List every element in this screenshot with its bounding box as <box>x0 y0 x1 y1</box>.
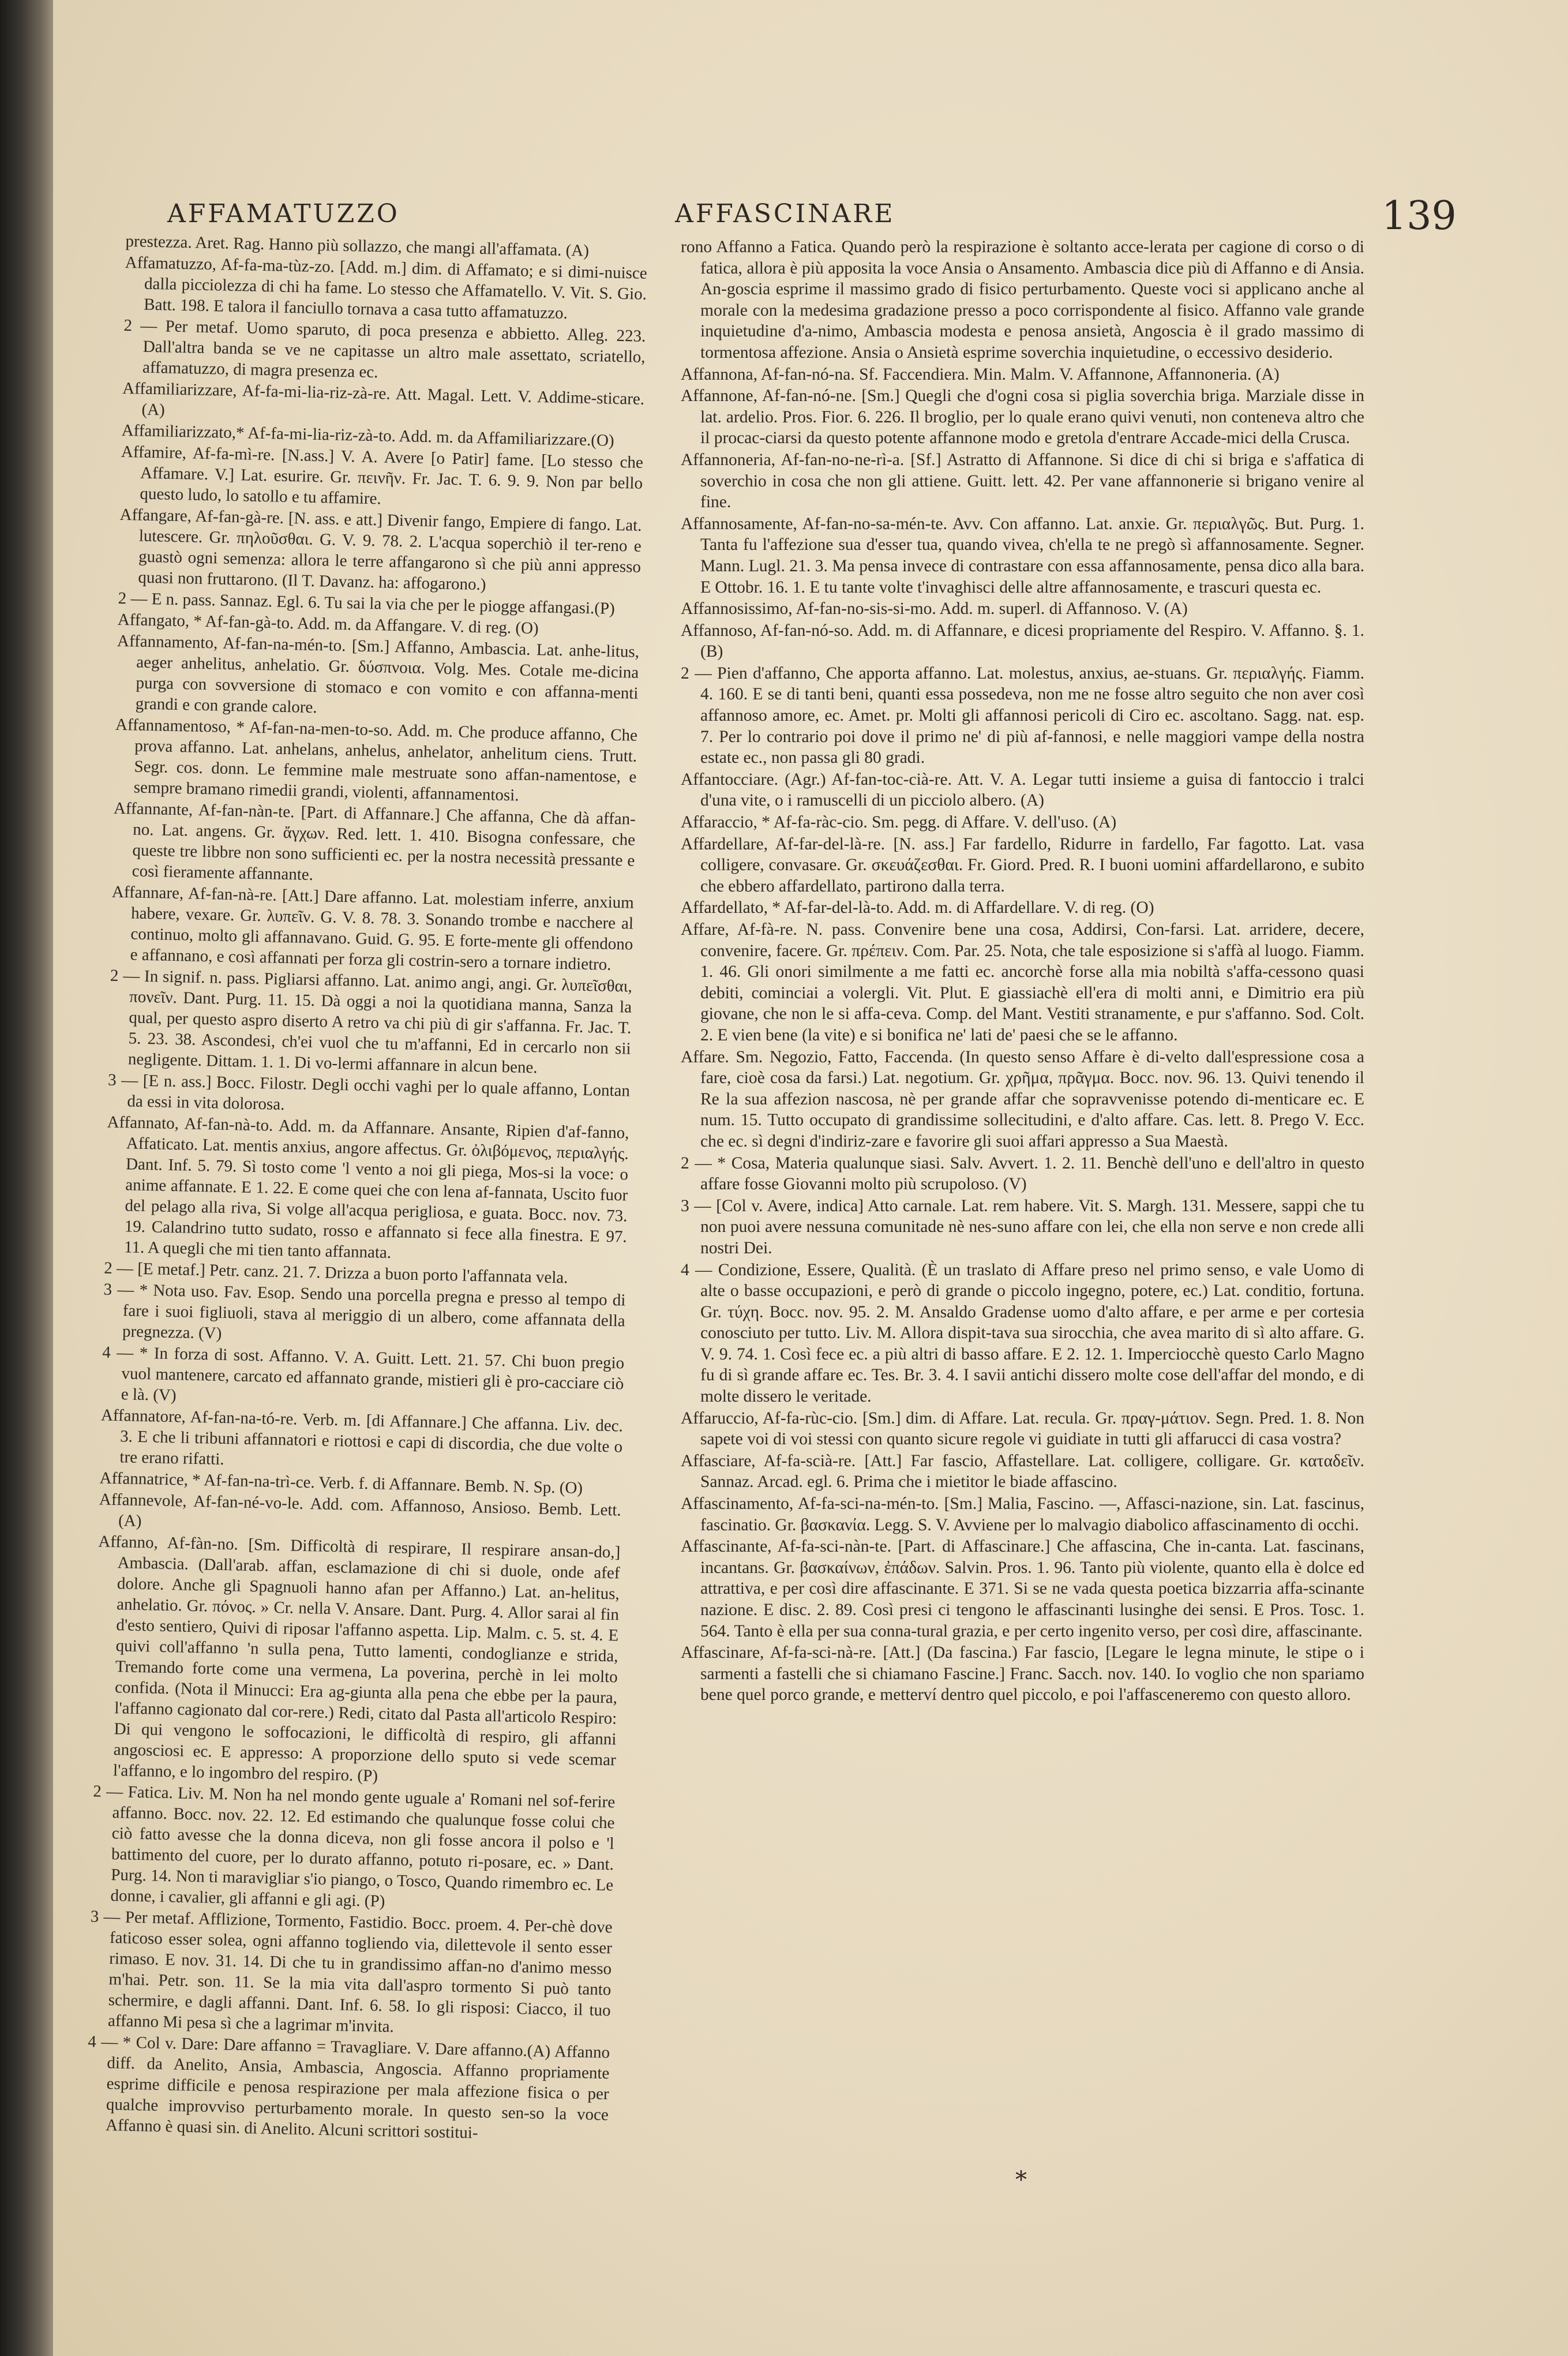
dictionary-entry: Affantocciare. (Agr.) Af-fan-toc-cià-re. Att. V. A. Legar tutti insieme a guisa di fantoccio i tralci d'una vite, o i ramuscelli di un picciolo albero. (A) <box>681 770 1364 810</box>
dictionary-entry: Affannato, Af-fan-nà-to. Add. m. da Affannare. Ansante, Ripien d'af-fanno, Affaticato. Lat. mentis anxius, angore affectus. Gr. ὀλιβόμενος, περιαλγής. Dant. Inf. 5. 79. Sì tosto come 'l vento a noi gli piega, Mos-si la voce: o anime affannate. E 1. 22. E come quei che con lena af-fannata, Uscito fuor del pelago alla riva, Si volge all'acqua perigliosa, e guata. Bocc. nov. 73. 19. Calandrino tutto sudato, rosso e affannato si fece alla finestra. E 97. 11. A quegli che mi tien tanto affannata. <box>107 1113 629 1263</box>
dictionary-entry: 3 — Per metaf. Afflizione, Tormento, Fastidio. Bocc. proem. 4. Per-chè dove faticoso esser solea, ogni affanno togliendo via, dilettevole il sento esser rimaso. E nov. 31. 14. Di che tu in grandissimo affan-no d'animo messo m'hai. Petr. son. 11. Se la mia vita dall'aspro tormento Si può tanto schermire, e dagli affanni. Dant. Inf. 6. 58. Io gli risposi: Ciacco, il tuo affanno Mi pesa sì che a lagrimar m'invita. <box>90 1907 613 2036</box>
dictionary-entry: 4 — * Col v. Dare: Dare affanno = Travagliare. V. Dare affanno.(A) Affanno diff. da Anelito, Ansia, Ambascia, Angoscia. Affanno propriamente esprime difficile e penosa respirazione per mala affezione fisica o per qualche improvviso perturbamento morale. In questo sen-so la voce Affanno è quasi sin. di Anelito. Alcuni scrittori sostitui- <box>87 2032 610 2143</box>
dictionary-entry: Affannamento, Af-fan-na-mén-to. [Sm.] Affanno, Ambascia. Lat. anhe-litus, aeger anhelitus, anhelatio. Gr. δύσπνοια. Volg. Mes. Cotale me-dicina purga con sovversione di stomaco e con vomito e con affanna-menti grandi e con grande calore. <box>117 631 640 717</box>
dictionary-entry: Affamire, Af-fa-mì-re. [N.ass.] V. A. Avere [o Patir] fame. [Lo stesso che Affamare. V.] Lat. esurire. Gr. πεινῆν. Fr. Jac. T. 6. 9. 9. Non par bello questo ludo, lo satollo e tu affamire. <box>121 442 644 508</box>
dictionary-entry: Affare, Af-fà-re. N. pass. Convenire bene una cosa, Addirsi, Con-farsi. Lat. arridere, decere, convenire, facere. Gr. πρέπειν. Com. Par. 25. Nota, che tale esposizione si s'affà al luogo. Fiamm. 1. 46. Gli onori similmente a me fatti ec. ancorchè forse alla mia nobiltà s'affa-cessono quasi debiti, cominciai a volergli. Vit. Plut. E giassiachè ell'era di molti anni, e Dimitrio era più giovane, che non le si affa-ceva. Comp. del Mant. Vestiti stranamente, e pur s'affanno. Sod. Colt. 2. E vien bene (la vite) e si bonifica ne' lati de' paesi che se le affanno. <box>681 920 1364 1044</box>
right-text-column <box>681 237 1364 1706</box>
dictionary-entry: Affascinante, Af-fa-sci-nàn-te. [Part. di Affascinare.] Che affascina, Che in-canta. Lat. fascinans, incantans. Gr. βασκαίνων, ἐπάδων. Salvin. Pros. 1. 96. Tanto più violente, quanto ella è dolce ed attrattiva, e per così dire affascinante. E 371. Si se ne vada questa poetica bizzarria affa-scinante nazione. E disc. 2. 89. Così presi ci tengono le affascinanti lusinghe dei sensi. E Pros. Tosc. 1. 564. Tanto è ella per sua conna-tural grazia, e per certo ingenito verso, per così dire, affascinante. <box>681 1537 1364 1640</box>
dictionary-entry: Affannone, Af-fan-nó-ne. [Sm.] Quegli che d'ogni cosa si piglia soverchia briga. Marziale disse in lat. ardelio. Pros. Fior. 6. 226. Il broglio, per lo quale erano quivi venuti, non conteneva altro che il procac-ciarsi da questo potente affannone modo e gretola d'entrare Accade-mici della Crusca. <box>681 387 1364 448</box>
dictionary-entry: Affardellare, Af-far-del-là-re. [N. ass.] Far fardello, Ridurre in fardello, Far fagotto. Lat. vasa colligere, convasare. Gr. σκευάζεσθαι. Fr. Giord. Pred. R. I buoni uomini affardellarono, e subito che ebbero affardellato, partirono dalla terra. <box>681 834 1364 896</box>
dictionary-entry: 2 — Per metaf. Uomo sparuto, di poca presenza e abbietto. Alleg. 223. Dall'altra banda se ve ne capitasse un altro male assettato, scriatello, affamatuzzo, di magra presenza ec. <box>123 316 646 382</box>
left-running-head: AFFAMATUZZO <box>167 199 400 229</box>
dictionary-entry: rono Affanno a Fatica. Quando però la respirazione è soltanto acce-lerata per cagione di corso o di fatica, allora è più apposita la voce Ansia o Ansamento. Ambascia dice più di Affanno e di Ansia. An-goscia esprime il massimo grado di fisico perturbamento. Queste voci si applicano anche al morale con la medesima gradazione presso a poco corrispondente al fisico. Affanno vale grande inquietudine d'a-nimo, Ambascia modesta e penosa ansietà, Angoscia è il grado massimo di tormentosa affezione. Ansia o Ansietà esprime soverchia inquietudine, o eccessivo desiderio. <box>681 238 1364 362</box>
dictionary-entry: Affannona, Af-fan-nó-na. Sf. Faccendiera. Min. Malm. V. Affannone, Affannoneria. (A) <box>681 365 1280 384</box>
end-asterisk: * <box>1015 2167 1027 2193</box>
dictionary-entry: 2 — Fatica. Liv. M. Non ha nel mondo gente uguale a' Romani nel sof-ferire affanno. Bocc. nov. 22. 12. Ed estimando che qualunque fosse colui che ciò fatto avesse che la donna diceva, non gli fosse ancora il polso e 'l battimento del cuore, per lo durato affanno, potuto ri-posare, ec. » Dant. Purg. 14. Non ti maravigliar s'io piango, o Tosco, Quando rimembro ec. Le donne, i cavalier, gli affanni e gli agi. (P) <box>93 1782 616 1911</box>
dictionary-entry: 2 — Pien d'affanno, Che apporta affanno. Lat. molestus, anxius, ae-stuans. Gr. περιαλγής. Fiamm. 4. 160. E se di tanti beni, quanti essa possedeva, non me ne fosse altro seguito che non aver così affannoso amore, ec. Amet. pr. Molti gli affannosi pericoli di Ciro ec. ascoltano. Sagg. nat. esp. 7. Per lo contrario poi dove il primo ne' di più af-fannosi, e nelle maggiori vampe della nostra estate ec., non passa gli 80 gradi. <box>681 664 1364 767</box>
dictionary-entry: Affare. Sm. Negozio, Fatto, Faccenda. (In questo senso Affare è di-velto dall'espressione cosa a fare, cioè cosa da farsi.) Lat. negotium. Gr. χρῆμα, πρᾶγμα. Bocc. nov. 96. 13. Quivi tenendo il Re la sua affezion nascosa, nè per grande affar che sopravvenisse potendo di-menticare ec. E num. 15. Tutto occupato di grandissime sollecitudini, e d'alto affare. Cas. lett. 8. Prego V. Ecc. che ec. sì degni d'indiriz-zare e favorire gli suoi affari appresso a Sua Maestà. <box>681 1047 1364 1151</box>
book-gutter-shadow <box>0 0 53 2356</box>
dictionary-entry: Affascinamento, Af-fa-sci-na-mén-to. [Sm.] Malia, Fascino. —, Affasci-nazione, sin. Lat. fascinus, fascinatio. Gr. βασκανία. Legg. S. V. Avviene per lo malvagio diabolico affascinamento di occhi. <box>681 1494 1364 1534</box>
dictionary-entry: Affaraccio, * Af-fa-ràc-cio. Sm. pegg. di Affare. V. dell'uso. (A) <box>681 813 1117 832</box>
left-text-column <box>86 231 648 2147</box>
dictionary-entry: prestezza. Aret. Rag. Hanno più sollazzo, che mangi all'affamata. (A) <box>125 231 590 260</box>
dictionary-entry: 2 — [E metaf.] Petr. canz. 21. 7. Drizza a buon porto l'affannata vela. <box>104 1258 568 1287</box>
dictionary-entry: Affangato, * Af-fan-gà-to. Add. m. da Affangare. V. di reg. (O) <box>117 610 539 638</box>
dictionary-entry: 3 — * Nota uso. Fav. Esop. Sendo una porcella pregna e presso al tempo di fare i suoi figliuoli, stava al meriggio di un albero, come affannata della pregnezza. (V) <box>103 1280 626 1343</box>
dictionary-entry: 2 — In signif. n. pass. Pigliarsi affanno. Lat. animo angi, angi. Gr. λυπεῖσθαι, πονεῖν. Dant. Purg. 11. 15. Dà oggi a noi la quotidiana manna, Sanza la qual, per questo aspro diserto A retro va chi più di gir s'affanna. Fr. Jac. T. 5. 23. 38. Ascondesi, ch'ei vuol che tu m'affanni, Ed in cercarlo non sii negligente. Dittam. 1. 1. Di vo-lermi affannare in alcun bene. <box>110 966 633 1077</box>
dictionary-entry: Affaruccio, Af-fa-rùc-cio. [Sm.] dim. di Affare. Lat. recula. Gr. πραγ-μάτιον. Segn. Pred. 1. 8. Non sapete voi di voi stessi con quanto sicure regole vi guidiate in tutti gli affarucci di casa vostra? <box>681 1409 1364 1449</box>
dictionary-entry: Affamiliarizzare, Af-fa-mi-lia-riz-zà-re. Att. Magal. Lett. V. Addime-sticare. (A) <box>122 379 645 419</box>
dictionary-entry: 4 — * In forza di sost. Affanno. V. A. Guitt. Lett. 21. 57. Chi buon pregio vuol mantenere, carcato ed affannato grande, mistieri gli è pro-cacciare ciò e là. (V) <box>102 1343 625 1405</box>
dictionary-entry: Affannosissimo, Af-fan-no-sis-si-mo. Add. m. superl. di Affannoso. V. (A) <box>681 600 1188 619</box>
dictionary-entry: Affannare, Af-fan-nà-re. [Att.] Dare affanno. Lat. molestiam inferre, anxium habere, vexare. Gr. λυπεῖν. G. V. 8. 78. 3. Sonando trombe e nacchere al continuo, molto gli affannavano. Guid. G. 95. E forte-mente gli offendono e affannano, e così affannati per forza gli costrin-sero a tornare indietro. <box>111 882 635 974</box>
dictionary-entry: Affascinare, Af-fa-sci-nà-re. [Att.] (Da fascina.) Far fascio, [Legare le legna minute, le stipe o i sarmenti a fastelli che si chiamano Fascine.] Franc. Sacch. nov. 140. Io voglio che non spariamo bene quel porco grande, e metterví dentro quel piccolo, e poi l'affasceneremo con questo alloro. <box>681 1643 1364 1705</box>
dictionary-entry: Affannamentoso, * Af-fan-na-men-to-so. Add. m. Che produce affanno, Che prova affanno. Lat. anhelans, anhelus, anhelator, anhelitum ciens. Trutt. Segr. cos. donn. Le femmine male mestruate sono affan-namentose, e sempre bramano rimedii grandi, violenti, affannamentosi. <box>115 715 638 805</box>
dictionary-entry: Affannatrice, * Af-fan-na-trì-ce. Verb. f. di Affannare. Bemb. N. Sp. (O) <box>99 1469 583 1498</box>
dictionary-entry: 2 — E n. pass. Sannaz. Egl. 6. Tu sai la via che per le piogge affangasi.(P) <box>118 589 616 618</box>
dictionary-entry: Affannoso, Af-fan-nó-so. Add. m. di Affannare, e dicesi propriamente del Respiro. V. Affanno. §. 1. (B) <box>681 621 1364 661</box>
dictionary-entry: Affannante, Af-fan-nàn-te. [Part. di Affannare.] Che affanna, Che dà affan-no. Lat. angens. Gr. ἄγχων. Red. lett. 1. 410. Bisogna confessare, che queste tre libbre non sono sufficienti ec. per la nostra necessità pressante e così fieramente affannante. <box>113 799 636 885</box>
dictionary-entry: Affasciare, Af-fa-scià-re. [Att.] Far fascio, Affastellare. Lat. colligere, colligare. Gr. καταδεῖν. Sannaz. Arcad. egl. 6. Prima che i mietitor le biade affascino. <box>681 1451 1364 1492</box>
right-running-head: AFFASCINARE <box>675 199 895 229</box>
dictionary-entry: Affannosamente, Af-fan-no-sa-mén-te. Avv. Con affanno. Lat. anxie. Gr. περιαλγῶς. But. Purg. 1. Tanta fu l'affezione sua d'esser tua, quando vivea, ch'ella te ne pregò sì affannosamente. Segner. Mann. Lugl. 21. 3. Ma pensa invece di contrastare con essa affannosamente, pensa dico alla bara. E Ottobr. 16. 1. E tu tante volte t'invaghisci delle altre affannosamente, e trascuri questa ec. <box>681 514 1364 597</box>
page-number: 139 <box>1382 193 1457 239</box>
dictionary-entry: Affannatore, Af-fan-na-tó-re. Verb. m. [di Affannare.] Che affanna. Liv. dec. 3. E che li tribuni affannatori e riottosi e capi di discordia, che due volte o tre erano rifatti. <box>100 1406 624 1469</box>
dictionary-entry: Affamiliarizzato,* Af-fa-mi-lia-riz-zà-to. Add. m. da Affamiliarizzare.(O) <box>121 421 614 450</box>
dictionary-entry: 3 — [E n. ass.] Bocc. Filostr. Degli occhi vaghi per lo quale affanno, Lontan da essi in vita dolorosa. <box>107 1070 631 1114</box>
dictionary-entry: Affanno, Af-fàn-no. [Sm. Difficoltà di respirare, Il respirare ansan-do,] Ambascia. (Dall'arab. affan, esclamazione di chi si duole, onde afef dolore. Anche gli Spagnuoli hanno afan per Affanno.) Lat. an-helitus, anhelatio. Gr. πόνος. » Cr. nella V. Ansare. Dant. Purg. 4. Allor sarai al fin d'esto sentiero, Quivi di riposar l'affanno aspetta. Lip. Malm. c. 5. st. 4. E quivi coll'affanno 'n sulla pena, Tutto lamenti, condoglianze e strida, Tremando forte come una vermena, La poverina, perchè in lei molto confida. (Nota il Minucci: Era ag-giunta alla pena che ebbe per la paura, l'affanno cagionato dal cor-rere.) Redi, citato dal Pasta all'articolo Respiro: Di qui vengono le soffocazioni, le difficoltà di respiro, gli affanni angosciosi ec. E appresso: A proporzione dello sputo si vede scemar l'affanno, e lo ingombro del respiro. (P) <box>98 1532 621 1785</box>
dictionary-entry: Affamatuzzo, Af-fa-ma-tùz-zo. [Add. m.] dim. di Affamato; e si dimi-nuisce dalla picciolezza di chi ha fame. Lo stesso che Affamatello. V. Vit. S. Gio. Batt. 198. E talora il fanciullo tornava a casa tutto affamatuzzo. <box>125 253 647 323</box>
dictionary-entry: Affannevole, Af-fan-né-vo-le. Add. com. Affannoso, Ansioso. Bemb. Lett. (A) <box>99 1490 622 1531</box>
dictionary-entry: 3 — [Col v. Avere, indica] Atto carnale. Lat. rem habere. Vit. S. Margh. 131. Messere, sappi che tu non puoi avere nessuna comunitade nè nes-suno affare con lei, che ella non serve e non crede alli nostri Dei. <box>681 1196 1364 1257</box>
dictionary-entry: Affardellato, * Af-far-del-là-to. Add. m. di Affardellare. V. di reg. (O) <box>681 898 1154 917</box>
dictionary-entry: Affangare, Af-fan-gà-re. [N. ass. e att.] Divenir fango, Empiere di fango. Lat. lutescere. Gr. πηλοῦσθαι. G. V. 9. 78. 2. L'acqua soperchiò il ter-reno e guastò ogni semenza: allora le terre affangarono sì che più anni appresso quasi non fruttarono. (Il T. Davanz. ha: affogarono.) <box>119 505 642 594</box>
dictionary-entry: Affannoneria, Af-fan-no-ne-rì-a. [Sf.] Astratto di Affannone. Si dice di chi si briga e s'affatica di soverchio in cosa che non gli attiene. Guitt. lett. 42. Per vane affannonerie si brigano venire al fine. <box>681 450 1364 512</box>
dictionary-entry: 4 — Condizione, Essere, Qualità. (È un traslato di Affare preso nel primo senso, e vale Uomo di alte o basse occupazioni, e però di grande o piccolo ingegno, potere, ec.) Lat. conditio, fortuna. Gr. τύχη. Bocc. nov. 95. 2. M. Ansaldo Gradense uomo d'alto affare, e per arme e per cortesia conosciuto per tutto. Liv. M. Allora dispit-tava sua sirocchia, che avea marito di sì alto affare. G. V. 9. 74. 1. Così fece ec. a più altri di basso affare. E 2. 12. 1. Imperciocchè questo Carlo Magno fu di sì grande affare ec. Tes. Br. 3. 4. I savii antichi dissero molte cose dell'affar del mondo, e di molte dissero le veritade. <box>681 1260 1364 1406</box>
dictionary-entry: 2 — * Cosa, Materia qualunque siasi. Salv. Avvert. 1. 2. 11. Benchè dell'uno e dell'altro in questo affare fosse Giovanni molto più scrupoloso. (V) <box>681 1153 1364 1194</box>
